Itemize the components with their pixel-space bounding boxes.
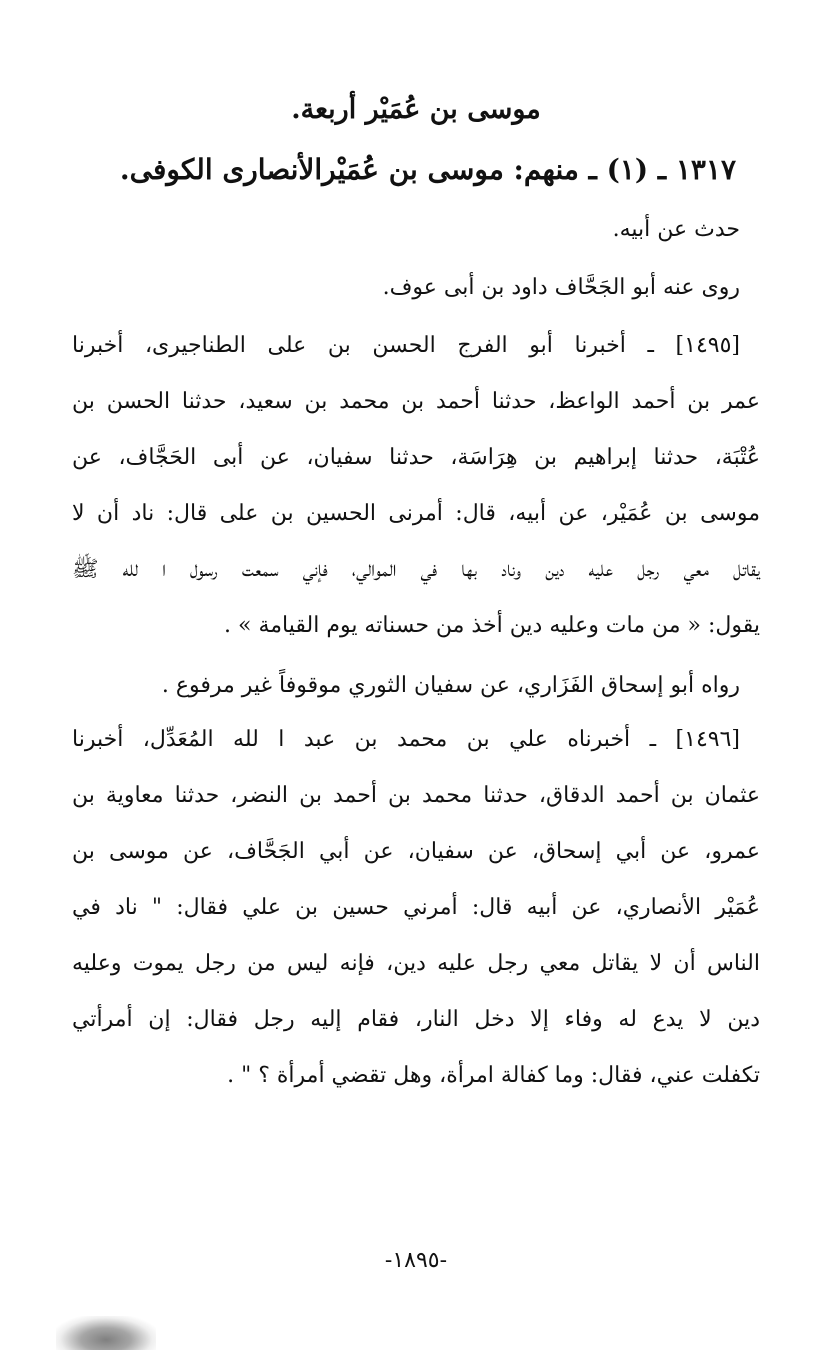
text-line: [١٤٩٥] ـ أخبرنا أبو الفرج الحسن بن على الطناجيرى، أخبرنا [72,333,740,358]
text-line: موسى بن عُمَيْر، عن أبيه، قال: أمرنى الحسين بن على قال: ناد أن لا [72,501,760,526]
text-line: عُتْبَة، حدثنا إبراهيم بن هِرَاسَة، حدثنا سفيان، عن أبى الحَجَّاف، عن [72,445,760,470]
text-line: رواه أبو إسحاق الفَزَاري، عن سفيان الثوري موقوفاً غير مرفوع . [161,673,740,698]
text-line: روى عنه أبو الجَحَّاف داود بن أبى عوف. [382,275,740,300]
text-line: الناس أن لا يقاتل معي رجل عليه دين، فإنه ليس من رجل يموت وعليه [72,951,760,976]
text-line: [١٤٩٦] ـ أخبرناه علي بن محمد بن عبد ا لله المُعَدِّل، أخبرنا [72,727,740,752]
text-line: دين لا يدع له وفاء إلا دخل النار، فقام إليه رجل فقال: إن أمرأتي [72,1007,760,1032]
text-line: يقاتل معي رجل عليه دين وناد بها في الموالي، فإني سمعت رسول ا لله ﷺ [72,557,760,582]
text-line: عُمَيْر الأنصاري، عن أبيه قال: أمرني حسين بن علي فقال: " ناد في [72,895,760,920]
text-line: حدث عن أبيه. [612,217,740,242]
text-line: تكفلت عني، فقال: وما كفالة امرأة، وهل تقضي أمرأة ؟ " . [227,1063,760,1088]
text-line: عمر بن أحمد الواعظ، حدثنا أحمد بن محمد بن سعيد، حدثنا الحسن بن [72,389,760,414]
entry-heading: ١٣١٧ ـ (١) ـ منهم: موسى بن عُمَيْرالأنصارى الكوفى. [119,153,736,186]
scan-smudge [56,1316,156,1350]
section-title: موسى بن عُمَيْر أربعة. [291,94,541,125]
text-line: عثمان بن أحمد الدقاق، حدثنا محمد بن أحمد بن النضر، حدثنا معاوية بن [72,783,760,808]
text-line: يقول: « من مات وعليه دين أخذ من حسناته يوم القيامة » . [224,613,760,638]
page-number: -١٨٩٥- [384,1248,448,1273]
text-line: عمرو، عن أبي إسحاق، عن سفيان، عن أبي الجَحَّاف، عن موسى بن [72,839,760,864]
